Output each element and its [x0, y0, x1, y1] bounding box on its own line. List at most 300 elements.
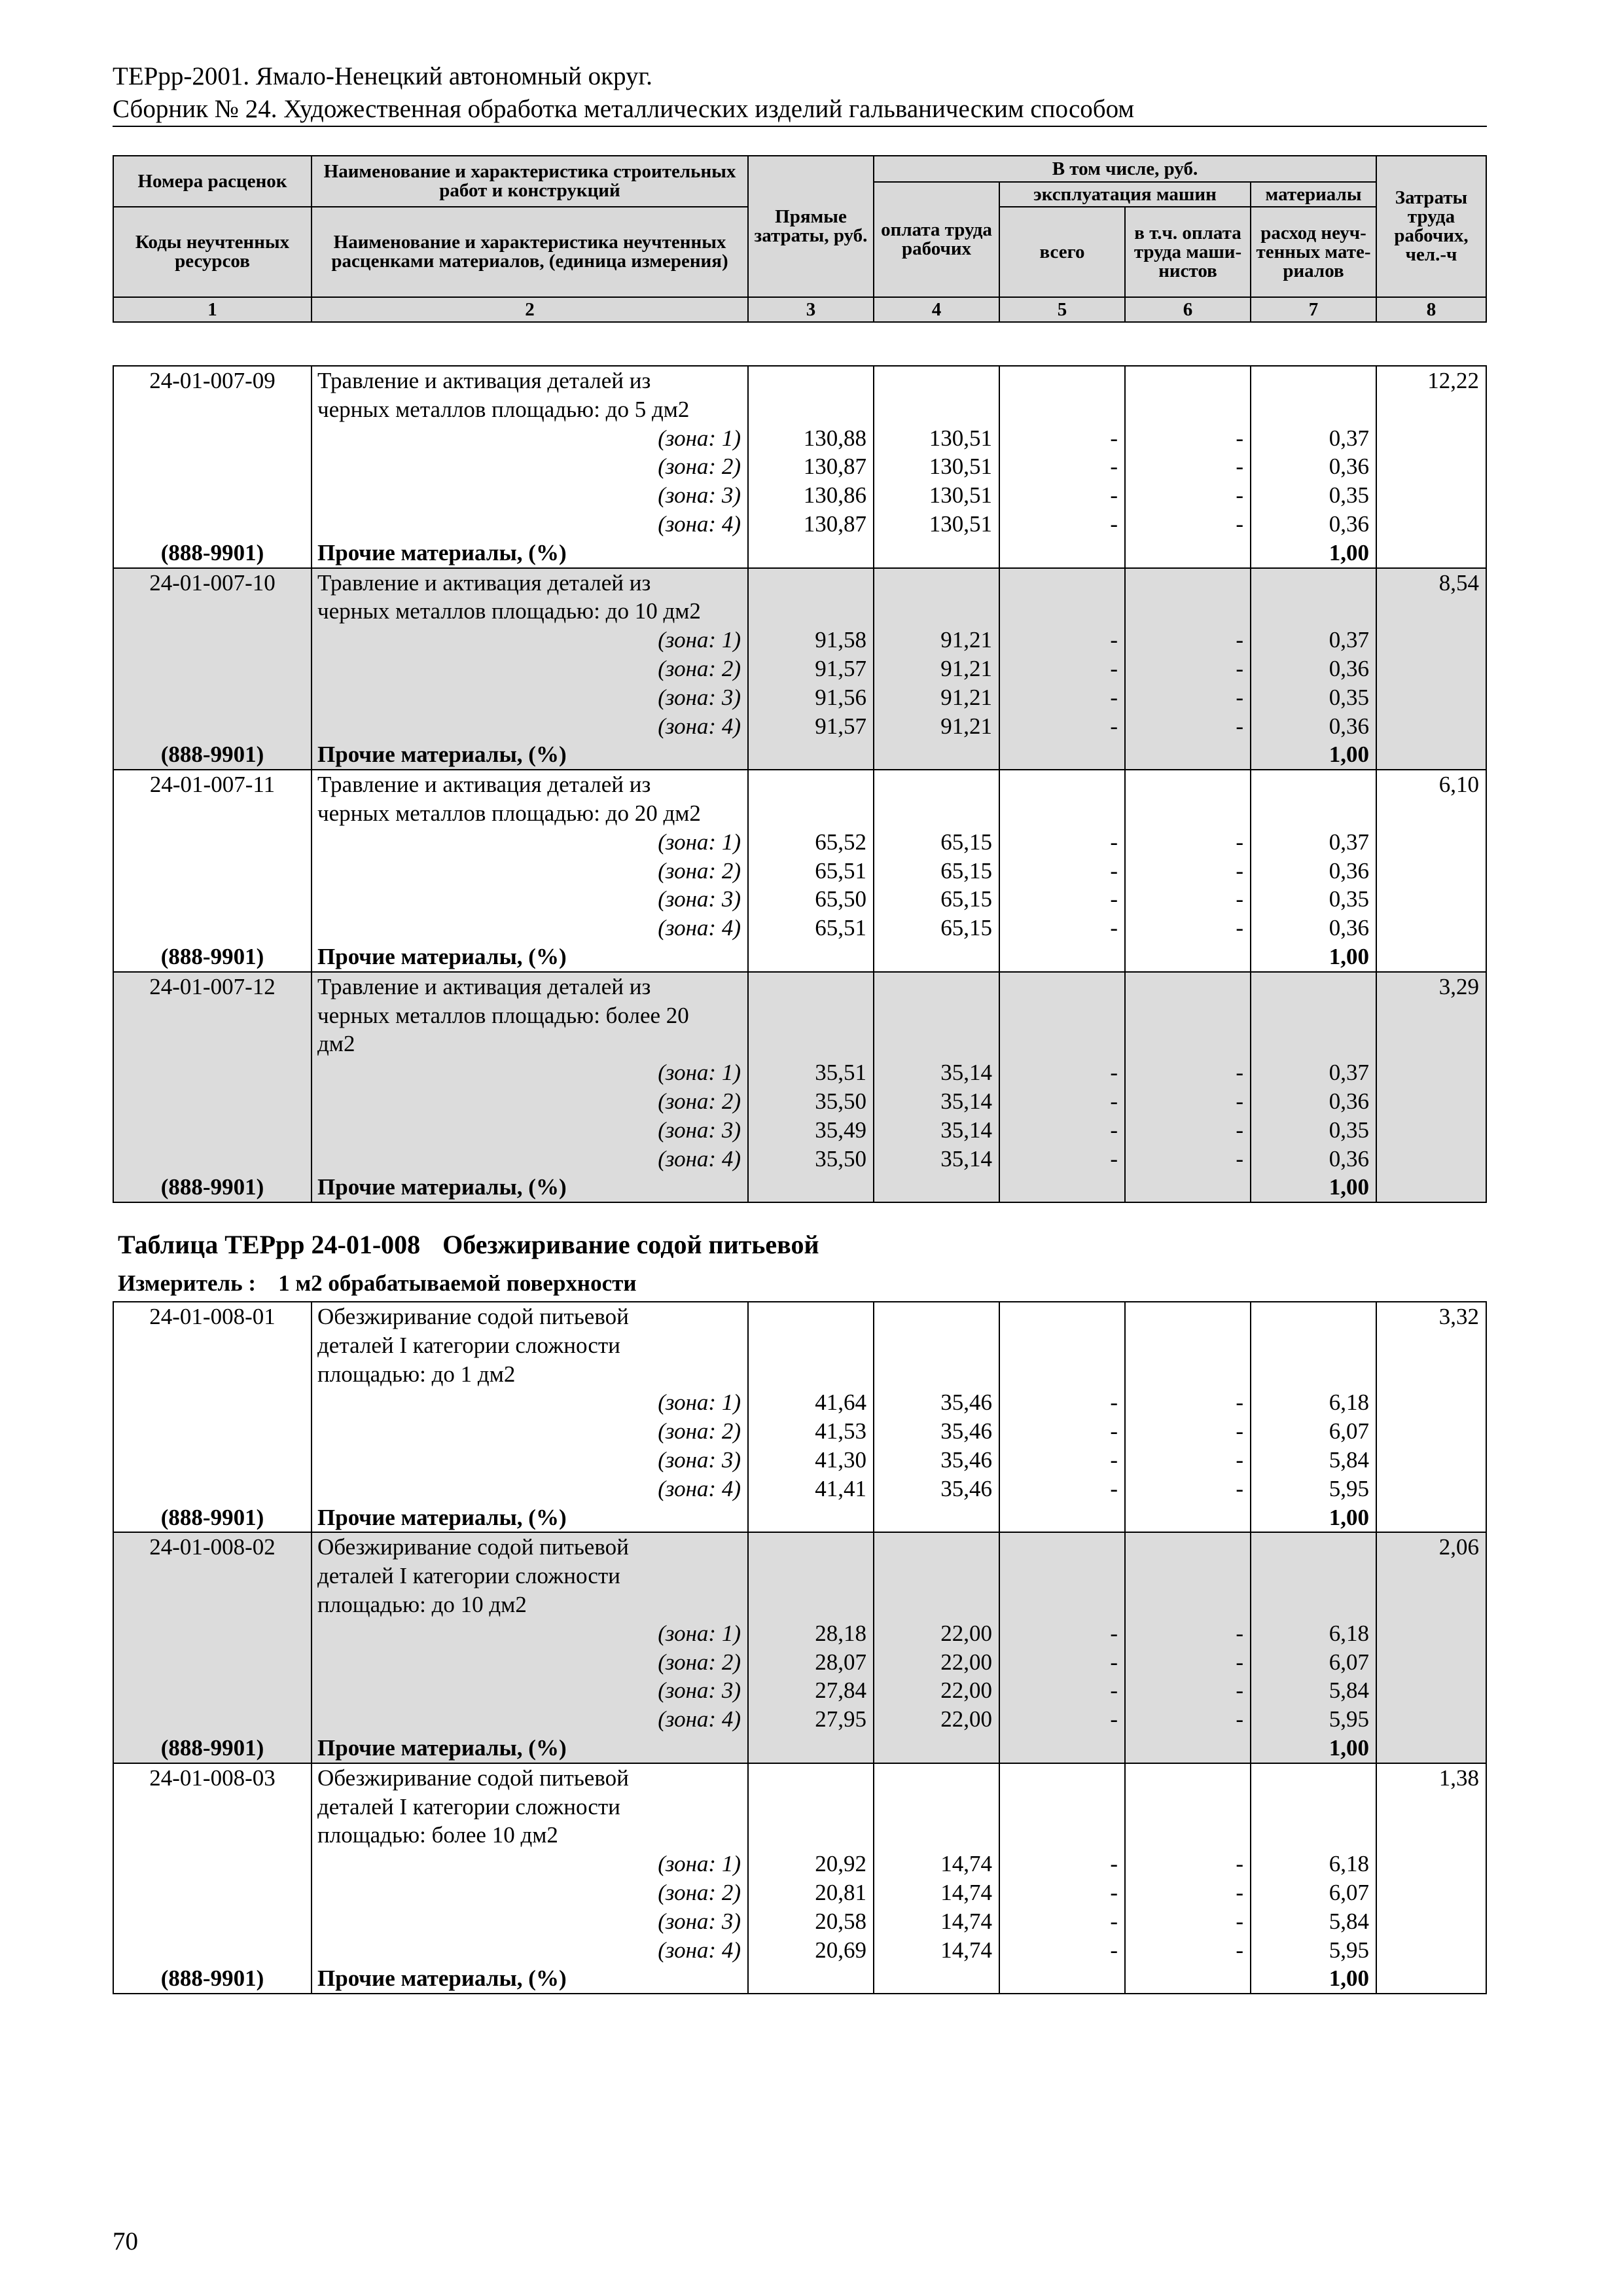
machines-total: -: [999, 857, 1125, 886]
empty-cell: [999, 1030, 1125, 1058]
zone-label: (зона: 2): [312, 452, 748, 481]
zone-label: (зона: 3): [312, 1116, 748, 1145]
materials: 6,07: [1251, 1417, 1376, 1446]
empty-cell: [1376, 914, 1486, 942]
col-number: 4: [874, 297, 999, 322]
table-row: [113, 1417, 1486, 1446]
resource-value: 1,00: [1251, 1964, 1376, 1994]
empty-cell: [1376, 1793, 1486, 1821]
empty-cell: [1125, 1331, 1251, 1360]
col-number: 7: [1251, 297, 1376, 322]
zone-label: (зона: 2): [312, 1648, 748, 1677]
materials: 6,18: [1251, 1619, 1376, 1648]
resource-row: [113, 942, 1486, 972]
zone-label: (зона: 3): [312, 1446, 748, 1475]
empty-cell: [1125, 1001, 1251, 1030]
rate-code: 24-01-008-02: [149, 1534, 276, 1560]
labor-pay: 130,51: [874, 510, 999, 539]
rate-description-line: Травление и активация деталей из: [312, 366, 748, 395]
direct-costs: 20,69: [748, 1936, 874, 1965]
empty-cell: [748, 942, 874, 972]
machinist-pay: -: [1125, 1676, 1251, 1705]
empty-cell: [1376, 885, 1486, 914]
materials: 0,36: [1251, 914, 1376, 942]
resource-row: [113, 539, 1486, 568]
resource-code: (888-9901): [113, 1964, 312, 1994]
header-materials: материалы: [1251, 182, 1376, 207]
rate-group: [113, 770, 1486, 972]
machinist-pay: -: [1125, 1907, 1251, 1936]
empty-cell: [113, 1936, 312, 1965]
machines-total: -: [999, 1878, 1125, 1907]
empty-cell: [1251, 1030, 1376, 1058]
table-row: [113, 1388, 1486, 1417]
table-row: [113, 1878, 1486, 1907]
empty-cell: [113, 1145, 312, 1174]
direct-costs: 20,92: [748, 1850, 874, 1878]
empty-cell: [1251, 568, 1376, 598]
zone-label: (зона: 1): [312, 1058, 748, 1087]
machines-total: -: [999, 424, 1125, 453]
empty-cell: [113, 452, 312, 481]
resource-name: Прочие материалы, (%): [312, 1503, 748, 1533]
table-row: [113, 1475, 1486, 1503]
empty-cell: [113, 481, 312, 510]
empty-cell: [1376, 539, 1486, 568]
empty-cell: [999, 1173, 1125, 1202]
direct-costs: 35,50: [748, 1145, 874, 1174]
empty-cell: [1251, 1331, 1376, 1360]
empty-cell: [999, 1734, 1125, 1763]
table-row: [113, 452, 1486, 481]
materials: 0,37: [1251, 626, 1376, 655]
rate-code-cell: [113, 1821, 312, 1850]
header-rate-numbers: Номера расценок: [113, 156, 312, 207]
col-number: 3: [748, 297, 874, 322]
empty-cell: [1376, 1964, 1486, 1994]
empty-cell: [1376, 828, 1486, 857]
resource-value: 1,00: [1251, 1734, 1376, 1763]
rate-description-line: деталей I категории сложности: [312, 1331, 748, 1360]
zone-label: (зона: 3): [312, 1676, 748, 1705]
empty-cell: [999, 1562, 1125, 1590]
empty-cell: [1376, 1030, 1486, 1058]
materials: 0,37: [1251, 1058, 1376, 1087]
empty-cell: [1125, 539, 1251, 568]
zone-label: (зона: 1): [312, 1388, 748, 1417]
table-row: [113, 655, 1486, 683]
materials: 5,95: [1251, 1475, 1376, 1503]
labor-pay: 35,14: [874, 1058, 999, 1087]
zone-label: (зона: 3): [312, 885, 748, 914]
empty-cell: [1376, 740, 1486, 770]
labor-pay: 35,14: [874, 1145, 999, 1174]
meter-label: Измеритель :: [118, 1270, 257, 1296]
zone-label: (зона: 2): [312, 655, 748, 683]
rate-code-cell: [113, 1360, 312, 1389]
empty-cell: [1376, 1619, 1486, 1648]
machines-total: -: [999, 1116, 1125, 1145]
empty-cell: [874, 1360, 999, 1389]
page-number: 70: [113, 2227, 138, 2255]
direct-costs: 91,57: [748, 712, 874, 741]
direct-costs: 65,50: [748, 885, 874, 914]
empty-cell: [748, 1030, 874, 1058]
direct-costs: 130,87: [748, 510, 874, 539]
empty-cell: [999, 1821, 1125, 1850]
machines-total: -: [999, 1619, 1125, 1648]
rate-code-cell: [113, 597, 312, 626]
rate-code-cell: [113, 366, 312, 395]
empty-cell: [874, 1734, 999, 1763]
empty-cell: [1376, 942, 1486, 972]
empty-cell: [113, 1907, 312, 1936]
table-row: [113, 770, 1486, 799]
machines-total: -: [999, 885, 1125, 914]
empty-cell: [1376, 683, 1486, 712]
empty-cell: [999, 1331, 1125, 1360]
rate-code-cell: [113, 1793, 312, 1821]
materials: 0,36: [1251, 655, 1376, 683]
empty-cell: [1125, 1302, 1251, 1331]
resource-value: 1,00: [1251, 1503, 1376, 1533]
rate-description-line: Травление и активация деталей из: [312, 972, 748, 1001]
empty-cell: [1251, 1793, 1376, 1821]
empty-cell: [113, 424, 312, 453]
table-row: [113, 712, 1486, 741]
direct-costs: 65,51: [748, 857, 874, 886]
table-row: [113, 1331, 1486, 1360]
empty-cell: [1251, 1360, 1376, 1389]
empty-cell: [874, 1302, 999, 1331]
table-row: [113, 1648, 1486, 1677]
machines-total: -: [999, 683, 1125, 712]
empty-cell: [999, 395, 1125, 424]
table-row: [113, 1001, 1486, 1030]
empty-cell: [748, 1532, 874, 1562]
zone-label: (зона: 3): [312, 683, 748, 712]
empty-cell: [1125, 1503, 1251, 1533]
table-row: [113, 1705, 1486, 1734]
table-row: [113, 914, 1486, 942]
empty-cell: [1125, 366, 1251, 395]
empty-cell: [874, 770, 999, 799]
empty-cell: [1376, 1590, 1486, 1619]
resource-code: (888-9901): [113, 1503, 312, 1533]
empty-cell: [1376, 1907, 1486, 1936]
empty-cell: [1376, 1734, 1486, 1763]
empty-cell: [1125, 568, 1251, 598]
running-header-collection: Сборник № 24. Художественная обработка металлических изделий гальваническим способом: [113, 95, 1135, 123]
empty-cell: [1376, 510, 1486, 539]
empty-cell: [113, 1058, 312, 1087]
empty-cell: [1125, 1562, 1251, 1590]
empty-cell: [748, 1793, 874, 1821]
materials: 5,95: [1251, 1705, 1376, 1734]
labor-pay: 22,00: [874, 1705, 999, 1734]
empty-cell: [874, 1590, 999, 1619]
empty-cell: [113, 712, 312, 741]
empty-cell: [999, 366, 1125, 395]
empty-cell: [1376, 1331, 1486, 1360]
rate-description-line: Обезжиривание содой питьевой: [312, 1532, 748, 1562]
empty-cell: [874, 942, 999, 972]
empty-cell: [1251, 366, 1376, 395]
empty-cell: [748, 972, 874, 1001]
empty-cell: [1376, 452, 1486, 481]
materials: 6,18: [1251, 1850, 1376, 1878]
resource-name: Прочие материалы, (%): [312, 539, 748, 568]
zone-label: (зона: 4): [312, 712, 748, 741]
empty-cell: [1376, 1087, 1486, 1116]
machinist-pay: -: [1125, 1936, 1251, 1965]
empty-cell: [999, 942, 1125, 972]
labor-pay: 14,74: [874, 1850, 999, 1878]
resource-value: 1,00: [1251, 1173, 1376, 1202]
empty-cell: [1376, 1173, 1486, 1202]
zone-label: (зона: 1): [312, 1619, 748, 1648]
rate-code: 24-01-007-11: [149, 772, 276, 798]
labor-pay: 65,15: [874, 914, 999, 942]
labor-pay: 35,46: [874, 1475, 999, 1503]
empty-cell: [113, 1087, 312, 1116]
table-row: [113, 626, 1486, 655]
machines-total: -: [999, 481, 1125, 510]
materials: 0,36: [1251, 1087, 1376, 1116]
rate-code: 24-01-008-03: [149, 1765, 276, 1791]
header-material-name: Наименование и характеристика неучтенных расценками материалов, (единица измерения): [312, 207, 748, 297]
header-rule: [113, 126, 1487, 127]
zone-label: (зона: 4): [312, 914, 748, 942]
empty-cell: [1251, 1763, 1376, 1793]
resource-value: 1,00: [1251, 942, 1376, 972]
rate-description-line: деталей I категории сложности: [312, 1562, 748, 1590]
table-row: [113, 1360, 1486, 1389]
empty-cell: [113, 683, 312, 712]
resource-code: (888-9901): [113, 539, 312, 568]
machines-total: -: [999, 1907, 1125, 1936]
labor-costs: 3,32: [1376, 1302, 1486, 1331]
rate-code-cell: [113, 1532, 312, 1562]
empty-cell: [748, 1763, 874, 1793]
empty-cell: [748, 1331, 874, 1360]
empty-cell: [748, 597, 874, 626]
empty-cell: [1376, 597, 1486, 626]
empty-cell: [113, 885, 312, 914]
labor-pay: 65,15: [874, 857, 999, 886]
direct-costs: 35,51: [748, 1058, 874, 1087]
machinist-pay: -: [1125, 857, 1251, 886]
machinist-pay: -: [1125, 452, 1251, 481]
header-work-name: Наименование и характеристика строительных работ и конструкций: [312, 156, 748, 207]
empty-cell: [874, 972, 999, 1001]
empty-cell: [1376, 395, 1486, 424]
empty-cell: [1376, 1936, 1486, 1965]
empty-cell: [748, 1302, 874, 1331]
resource-code: (888-9901): [113, 740, 312, 770]
header-uncounted-materials: расход неуч-тенных мате-риалов: [1251, 207, 1376, 297]
empty-cell: [1125, 1360, 1251, 1389]
table-row: [113, 568, 1486, 598]
empty-cell: [1125, 942, 1251, 972]
zone-label: (зона: 2): [312, 1417, 748, 1446]
machinist-pay: -: [1125, 1619, 1251, 1648]
materials: 0,36: [1251, 510, 1376, 539]
header-labor-costs: Затраты труда рабочих, чел.-ч: [1376, 156, 1486, 297]
table-row: [113, 1936, 1486, 1965]
empty-cell: [999, 597, 1125, 626]
resource-name: Прочие материалы, (%): [312, 1734, 748, 1763]
labor-costs: 3,29: [1376, 972, 1486, 1001]
empty-cell: [748, 1821, 874, 1850]
machinist-pay: -: [1125, 914, 1251, 942]
machinist-pay: -: [1125, 1878, 1251, 1907]
zone-label: (зона: 4): [312, 510, 748, 539]
empty-cell: [748, 1360, 874, 1389]
header-labor-pay: оплата труда рабочих: [874, 182, 999, 297]
empty-cell: [1376, 626, 1486, 655]
resource-name: Прочие материалы, (%): [312, 1964, 748, 1994]
labor-pay: 22,00: [874, 1619, 999, 1648]
empty-cell: [1376, 481, 1486, 510]
rate-description-line: Травление и активация деталей из: [312, 770, 748, 799]
empty-cell: [874, 740, 999, 770]
empty-cell: [874, 1030, 999, 1058]
empty-cell: [113, 1676, 312, 1705]
resource-row: [113, 740, 1486, 770]
empty-cell: [748, 395, 874, 424]
table-row: [113, 683, 1486, 712]
rate-description-line: Обезжиривание содой питьевой: [312, 1302, 748, 1331]
machines-total: -: [999, 510, 1125, 539]
zone-label: (зона: 4): [312, 1705, 748, 1734]
empty-cell: [999, 1964, 1125, 1994]
rate-group: [113, 568, 1486, 770]
empty-cell: [999, 1532, 1125, 1562]
rate-description-line: Травление и активация деталей из: [312, 568, 748, 598]
machinist-pay: -: [1125, 1705, 1251, 1734]
materials: 0,35: [1251, 683, 1376, 712]
empty-cell: [113, 914, 312, 942]
empty-cell: [1376, 1562, 1486, 1590]
rate-code-cell: [113, 799, 312, 828]
rate-code-cell: [113, 1331, 312, 1360]
rate-group: [113, 1302, 1486, 1532]
empty-cell: [999, 1793, 1125, 1821]
direct-costs: 41,41: [748, 1475, 874, 1503]
resource-code: (888-9901): [113, 1173, 312, 1202]
empty-cell: [1376, 1058, 1486, 1087]
table-row: [113, 481, 1486, 510]
empty-cell: [874, 1503, 999, 1533]
empty-cell: [1376, 1850, 1486, 1878]
empty-cell: [748, 1590, 874, 1619]
machinist-pay: -: [1125, 828, 1251, 857]
empty-cell: [1376, 712, 1486, 741]
empty-cell: [1376, 1001, 1486, 1030]
materials: 0,35: [1251, 1116, 1376, 1145]
table-row: [113, 885, 1486, 914]
empty-cell: [113, 1850, 312, 1878]
machines-total: -: [999, 712, 1125, 741]
rate-description-line: черных металлов площадью: до 20 дм2: [312, 799, 748, 828]
labor-pay: 14,74: [874, 1878, 999, 1907]
section-title: [118, 1229, 819, 1261]
table-row: [113, 1087, 1486, 1116]
rate-description-line: площадью: более 10 дм2: [312, 1821, 748, 1850]
empty-cell: [1125, 1173, 1251, 1202]
empty-cell: [874, 1964, 999, 1994]
empty-cell: [1125, 1590, 1251, 1619]
labor-pay: 35,46: [874, 1388, 999, 1417]
direct-costs: 91,57: [748, 655, 874, 683]
empty-cell: [113, 1116, 312, 1145]
empty-cell: [748, 770, 874, 799]
rate-code: 24-01-008-01: [149, 1304, 276, 1329]
empty-cell: [1251, 1302, 1376, 1331]
table-row: [113, 395, 1486, 424]
labor-pay: 35,46: [874, 1446, 999, 1475]
materials: 5,84: [1251, 1446, 1376, 1475]
labor-pay: 35,14: [874, 1087, 999, 1116]
header-machine-operation: эксплуатация машин: [999, 182, 1251, 207]
empty-cell: [999, 1763, 1125, 1793]
direct-costs: 41,64: [748, 1388, 874, 1417]
empty-cell: [748, 366, 874, 395]
empty-cell: [999, 1302, 1125, 1331]
empty-cell: [874, 1763, 999, 1793]
empty-cell: [1251, 799, 1376, 828]
labor-pay: 14,74: [874, 1907, 999, 1936]
rate-code: 24-01-007-12: [149, 973, 276, 999]
empty-cell: [113, 1878, 312, 1907]
empty-cell: [1251, 1590, 1376, 1619]
machinist-pay: -: [1125, 655, 1251, 683]
machines-total: -: [999, 655, 1125, 683]
materials: 6,07: [1251, 1878, 1376, 1907]
empty-cell: [874, 1562, 999, 1590]
empty-cell: [748, 1503, 874, 1533]
labor-pay: 91,21: [874, 626, 999, 655]
table-row: [113, 1821, 1486, 1850]
empty-cell: [1125, 395, 1251, 424]
materials: 6,07: [1251, 1648, 1376, 1677]
direct-costs: 20,58: [748, 1907, 874, 1936]
rates-table-24-01-008: [113, 1301, 1487, 1994]
empty-cell: [874, 395, 999, 424]
machines-total: -: [999, 1648, 1125, 1677]
machinist-pay: -: [1125, 481, 1251, 510]
empty-cell: [1125, 770, 1251, 799]
table-row: [113, 1763, 1486, 1793]
rate-description-line: Обезжиривание содой питьевой: [312, 1763, 748, 1793]
machinist-pay: -: [1125, 424, 1251, 453]
empty-cell: [748, 539, 874, 568]
labor-pay: 130,51: [874, 481, 999, 510]
resource-name: Прочие материалы, (%): [312, 942, 748, 972]
zone-label: (зона: 1): [312, 828, 748, 857]
direct-costs: 20,81: [748, 1878, 874, 1907]
col-number: 8: [1376, 297, 1486, 322]
empty-cell: [1125, 1030, 1251, 1058]
empty-cell: [1125, 740, 1251, 770]
empty-cell: [1251, 1001, 1376, 1030]
empty-cell: [748, 1173, 874, 1202]
machines-total: -: [999, 1475, 1125, 1503]
col-number: 5: [999, 297, 1125, 322]
empty-cell: [999, 770, 1125, 799]
empty-cell: [874, 597, 999, 626]
